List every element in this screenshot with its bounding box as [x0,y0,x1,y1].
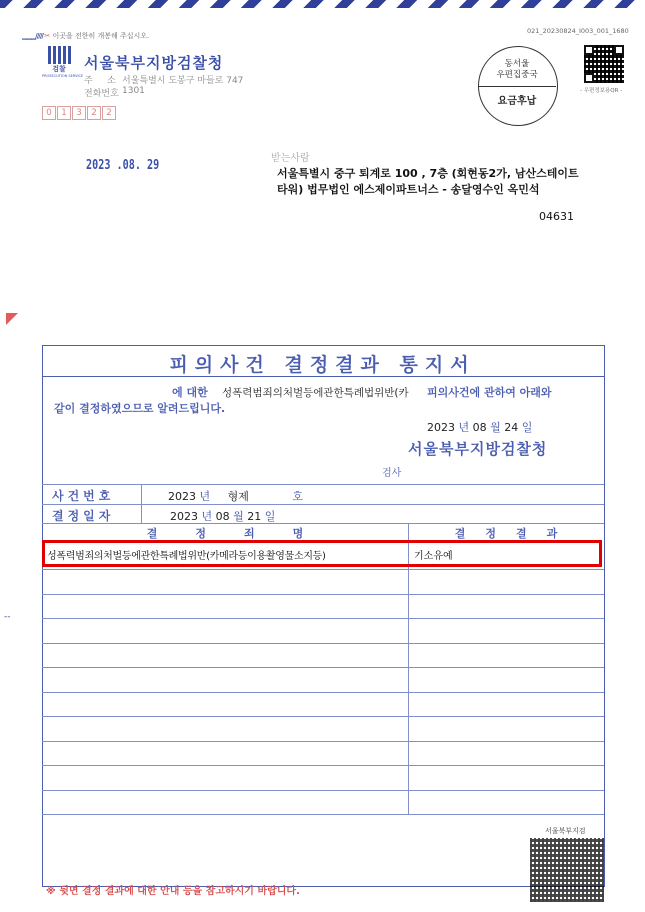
table-row-line [42,741,604,742]
table-row-line [42,667,604,668]
table-row-line [42,594,604,595]
highlight-box [42,540,602,567]
recipient-address-line1: 서울특별시 중구 퇴계로 100 , 7층 (회현동2가, 남산스테이트 [277,167,579,180]
title-divider [42,376,604,377]
postal-digit: 0 [42,106,56,120]
table-row-result: 기소유예 [414,551,453,562]
stripe-mask [0,8,645,24]
recipient-address-line2: 타워) 법무법인 에스제이파트너스 - 송달영수인 옥민석 [277,183,540,196]
qr-finder-icon [584,73,594,83]
decision-date-label: 결정일자 [52,509,115,523]
table-row-line [42,716,604,717]
decision-day-label: 일 [264,510,276,523]
open-notice: ▁▁▁///// ✂ 이곳을 전한히 개봉해 주십시오. [22,32,150,40]
issue-year: 2023 [427,421,455,434]
sender-address: 서울특별시 도봉구 마들로 747 [122,76,244,86]
table-row-line [42,814,604,815]
qr-caption: - 우편정보용QR - [580,88,623,94]
table-row-line [42,790,604,791]
issue-day-label: 일 [521,421,533,434]
postmark-divider [478,86,556,87]
case-name: 성폭력범죄의처벌등에관한특례법위반(카 [222,387,409,399]
sender-phone: 1301 [122,86,145,96]
date-stamp: 2023 .08. 29 [86,158,160,173]
issue-day: 24 [504,421,519,434]
address-label: 주 소 [84,76,116,86]
side-dash: -- [4,612,11,622]
seal-caption: 서울북부지검 [545,827,586,835]
case-number [168,488,303,504]
decision-month: 08 [215,510,230,523]
issue-month-label: 월 [490,421,501,434]
decision-month-label: 월 [233,510,244,523]
case-year-label: 년 [199,490,211,503]
prosecution-logo [42,46,84,78]
issue-month: 08 [472,421,487,434]
row-divider [42,504,604,505]
table-row-line [42,618,604,619]
col-charge-header: 결정죄명 [146,527,342,540]
decision-year-label: 년 [201,510,213,523]
qr-finder-icon [614,45,624,55]
issuing-office: 서울북부지방검찰청 [408,440,548,458]
postal-digit: 1 [57,106,71,120]
doc-code: 021_20230824_I003_001_1680 [527,27,629,35]
table-row-line [42,692,604,693]
form-title: 피의사건 결정결과 통지서 [169,354,476,376]
table-column-divider [408,569,409,814]
logo-subtext: PROSECUTION SERVICE [42,74,84,78]
col-result-header: 결정결과 [454,527,578,540]
barcode-seal-icon [530,838,604,902]
table-row-line [42,569,604,570]
decision-day: 21 [247,510,262,523]
postmark-text [478,59,556,81]
sender-name: 서울북부지방검찰청 [84,54,224,72]
recipient-postal-code: 04631 [539,210,574,223]
recipient-label: 받는사람 [271,153,310,164]
table-row-line [42,643,604,644]
issue-year-label: 년 [458,421,470,434]
phone-label: 전화번호 [84,89,119,99]
logo-bars-icon [42,46,76,64]
case-number-label: 사건번호 [52,489,115,503]
postal-digit: 2 [87,106,101,120]
table-row-line [42,765,604,766]
intro-prefix: 에 대한 [172,386,208,399]
case-number-suffix: 호 [292,490,304,503]
case-year: 2023 [168,490,196,503]
postal-code-boxes [42,100,117,120]
table-row-charge: 성폭력범죄의처벌등에관한특례법위반(카메라등이용촬영물소지등) [47,551,326,562]
postmark-fee: 요금후납 [497,96,537,107]
postmark-line1: 동서울 [504,59,530,69]
postal-digit: 2 [102,106,116,120]
prosecutor-label: 검사 [382,468,402,479]
case-type: 형제 [227,490,249,503]
corner-mark-icon [6,313,18,325]
label-column-divider [141,484,142,523]
logo-text: 검찰 [52,65,66,73]
row-divider [42,523,604,524]
decision-year: 2023 [170,510,198,523]
qr-finder-icon [584,45,594,55]
decision-date [170,508,275,524]
footnote: ※ 뒷면 결정 결과에 대한 안내 등을 참고하시기 바랍니다. [46,886,300,897]
issue-date [427,419,532,435]
postmark-line2: 우편집중국 [496,70,538,80]
intro-suffix: 피의사건에 관하여 아래와 [427,386,552,399]
row-divider [42,484,604,485]
postal-digit: 3 [72,106,86,120]
intro-line2: 같이 결정하였으므로 알려드립니다. [54,402,226,415]
